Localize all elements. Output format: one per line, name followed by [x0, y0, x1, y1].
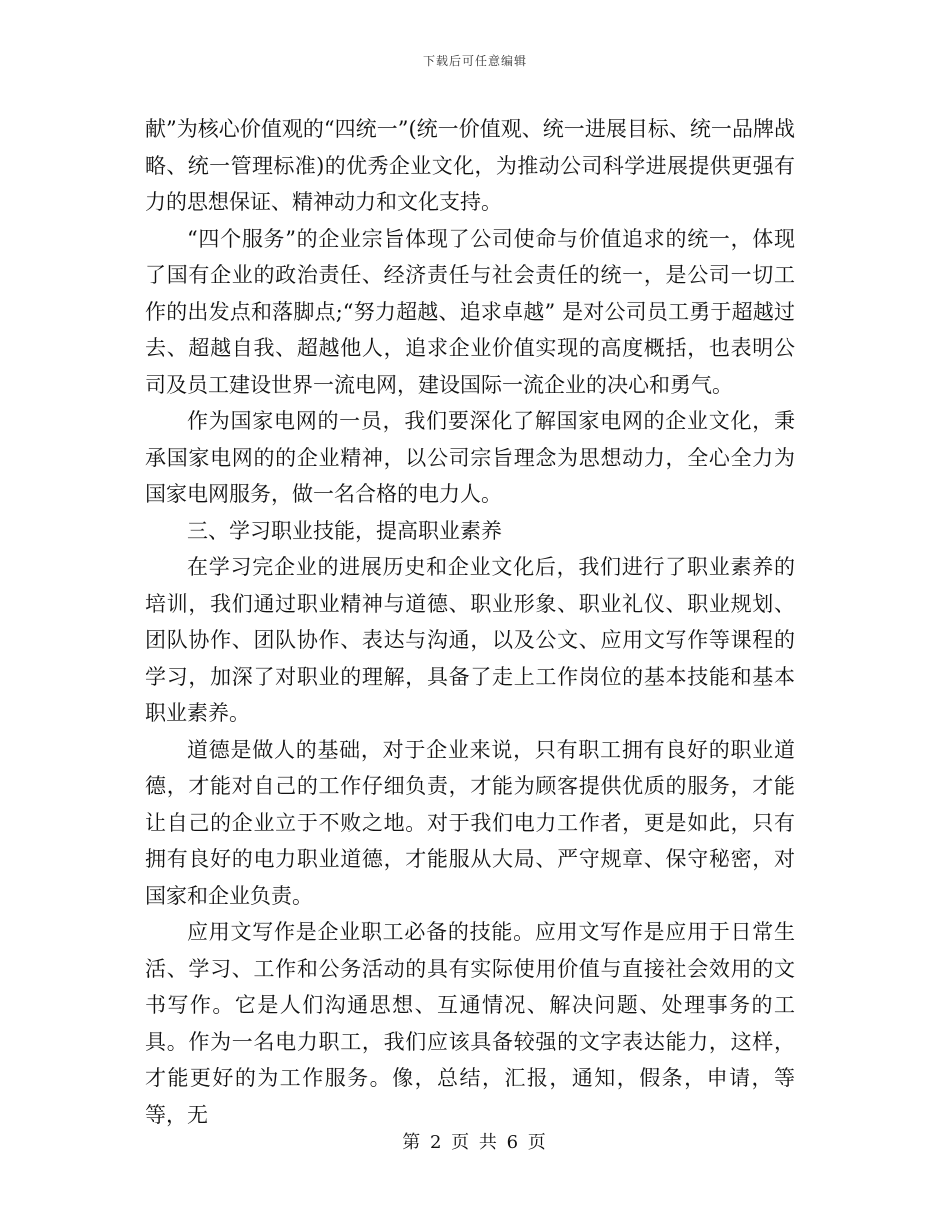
document-body: [145, 111, 795, 1133]
paragraph-2: “四个服务”的企业宗旨体现了公司使命与价值追求的统一，体现了国有企业的政治责任、经济责任与社会责任的统一，是公司一切工作的出发点和落脚点;“努力超越、追求卓越” 是对公司员工勇于超越过去、超越自我、超越他人，追求企业价值实现的高度概括，也表明公司及员工建设世界一流电网，建设国际一流企业的决心和勇气。: [145, 226, 795, 397]
page-number-footer: 第 2 页 共 6 页: [402, 1132, 548, 1153]
paragraph-5: 道德是做人的基础，对于企业来说，只有职工拥有良好的职业道德，才能对自己的工作仔细负责，才能为顾客提供优质的服务，才能让自己的企业立于不败之地。对于我们电力工作者，更是如此，只有拥有良好的电力职业道德，才能服从大局、严守规章、保守秘密，对国家和企业负责。: [145, 737, 795, 908]
paragraph-1: 献”为核心价值观的“四统一”(统一价值观、统一进展目标、统一品牌战略、统一管理标准)的优秀企业文化，为推动公司科学进展提供更强有力的思想保证、精神动力和文化支持。: [145, 117, 795, 214]
paragraph-3: 作为国家电网的一员，我们要深化了解国家电网的企业文化，秉承国家电网的的企业精神，以公司宗旨理念为思想动力，全心全力为国家电网服务，做一名合格的电力人。: [145, 409, 795, 506]
paragraph-6: 应用文写作是企业职工必备的技能。应用文写作是应用于日常生活、学习、工作和公务活动的具有实际使用价值与直接社会效用的文书写作。它是人们沟通思想、互通情况、解决问题、处理事务的工具。作为一名电力职工，我们应该具备较强的文字表达能力，这样，才能更好的为工作服务。像，总结，汇报，通知，假条，申请，等等，无: [145, 920, 795, 1127]
page-header-note: 下载后可任意编辑: [422, 54, 527, 68]
section-heading: 三、学习职业技能，提高职业素养: [187, 518, 502, 543]
paragraph-4: 在学习完企业的进展历史和企业文化后，我们进行了职业素养的培训，我们通过职业精神与道德、职业形象、职业礼仪、职业规划、团队协作、团队协作、表达与沟通，以及公文、应用文写作等课程的学习，加深了对职业的理解，具备了走上工作岗位的基本技能和基本职业素养。: [145, 555, 795, 725]
